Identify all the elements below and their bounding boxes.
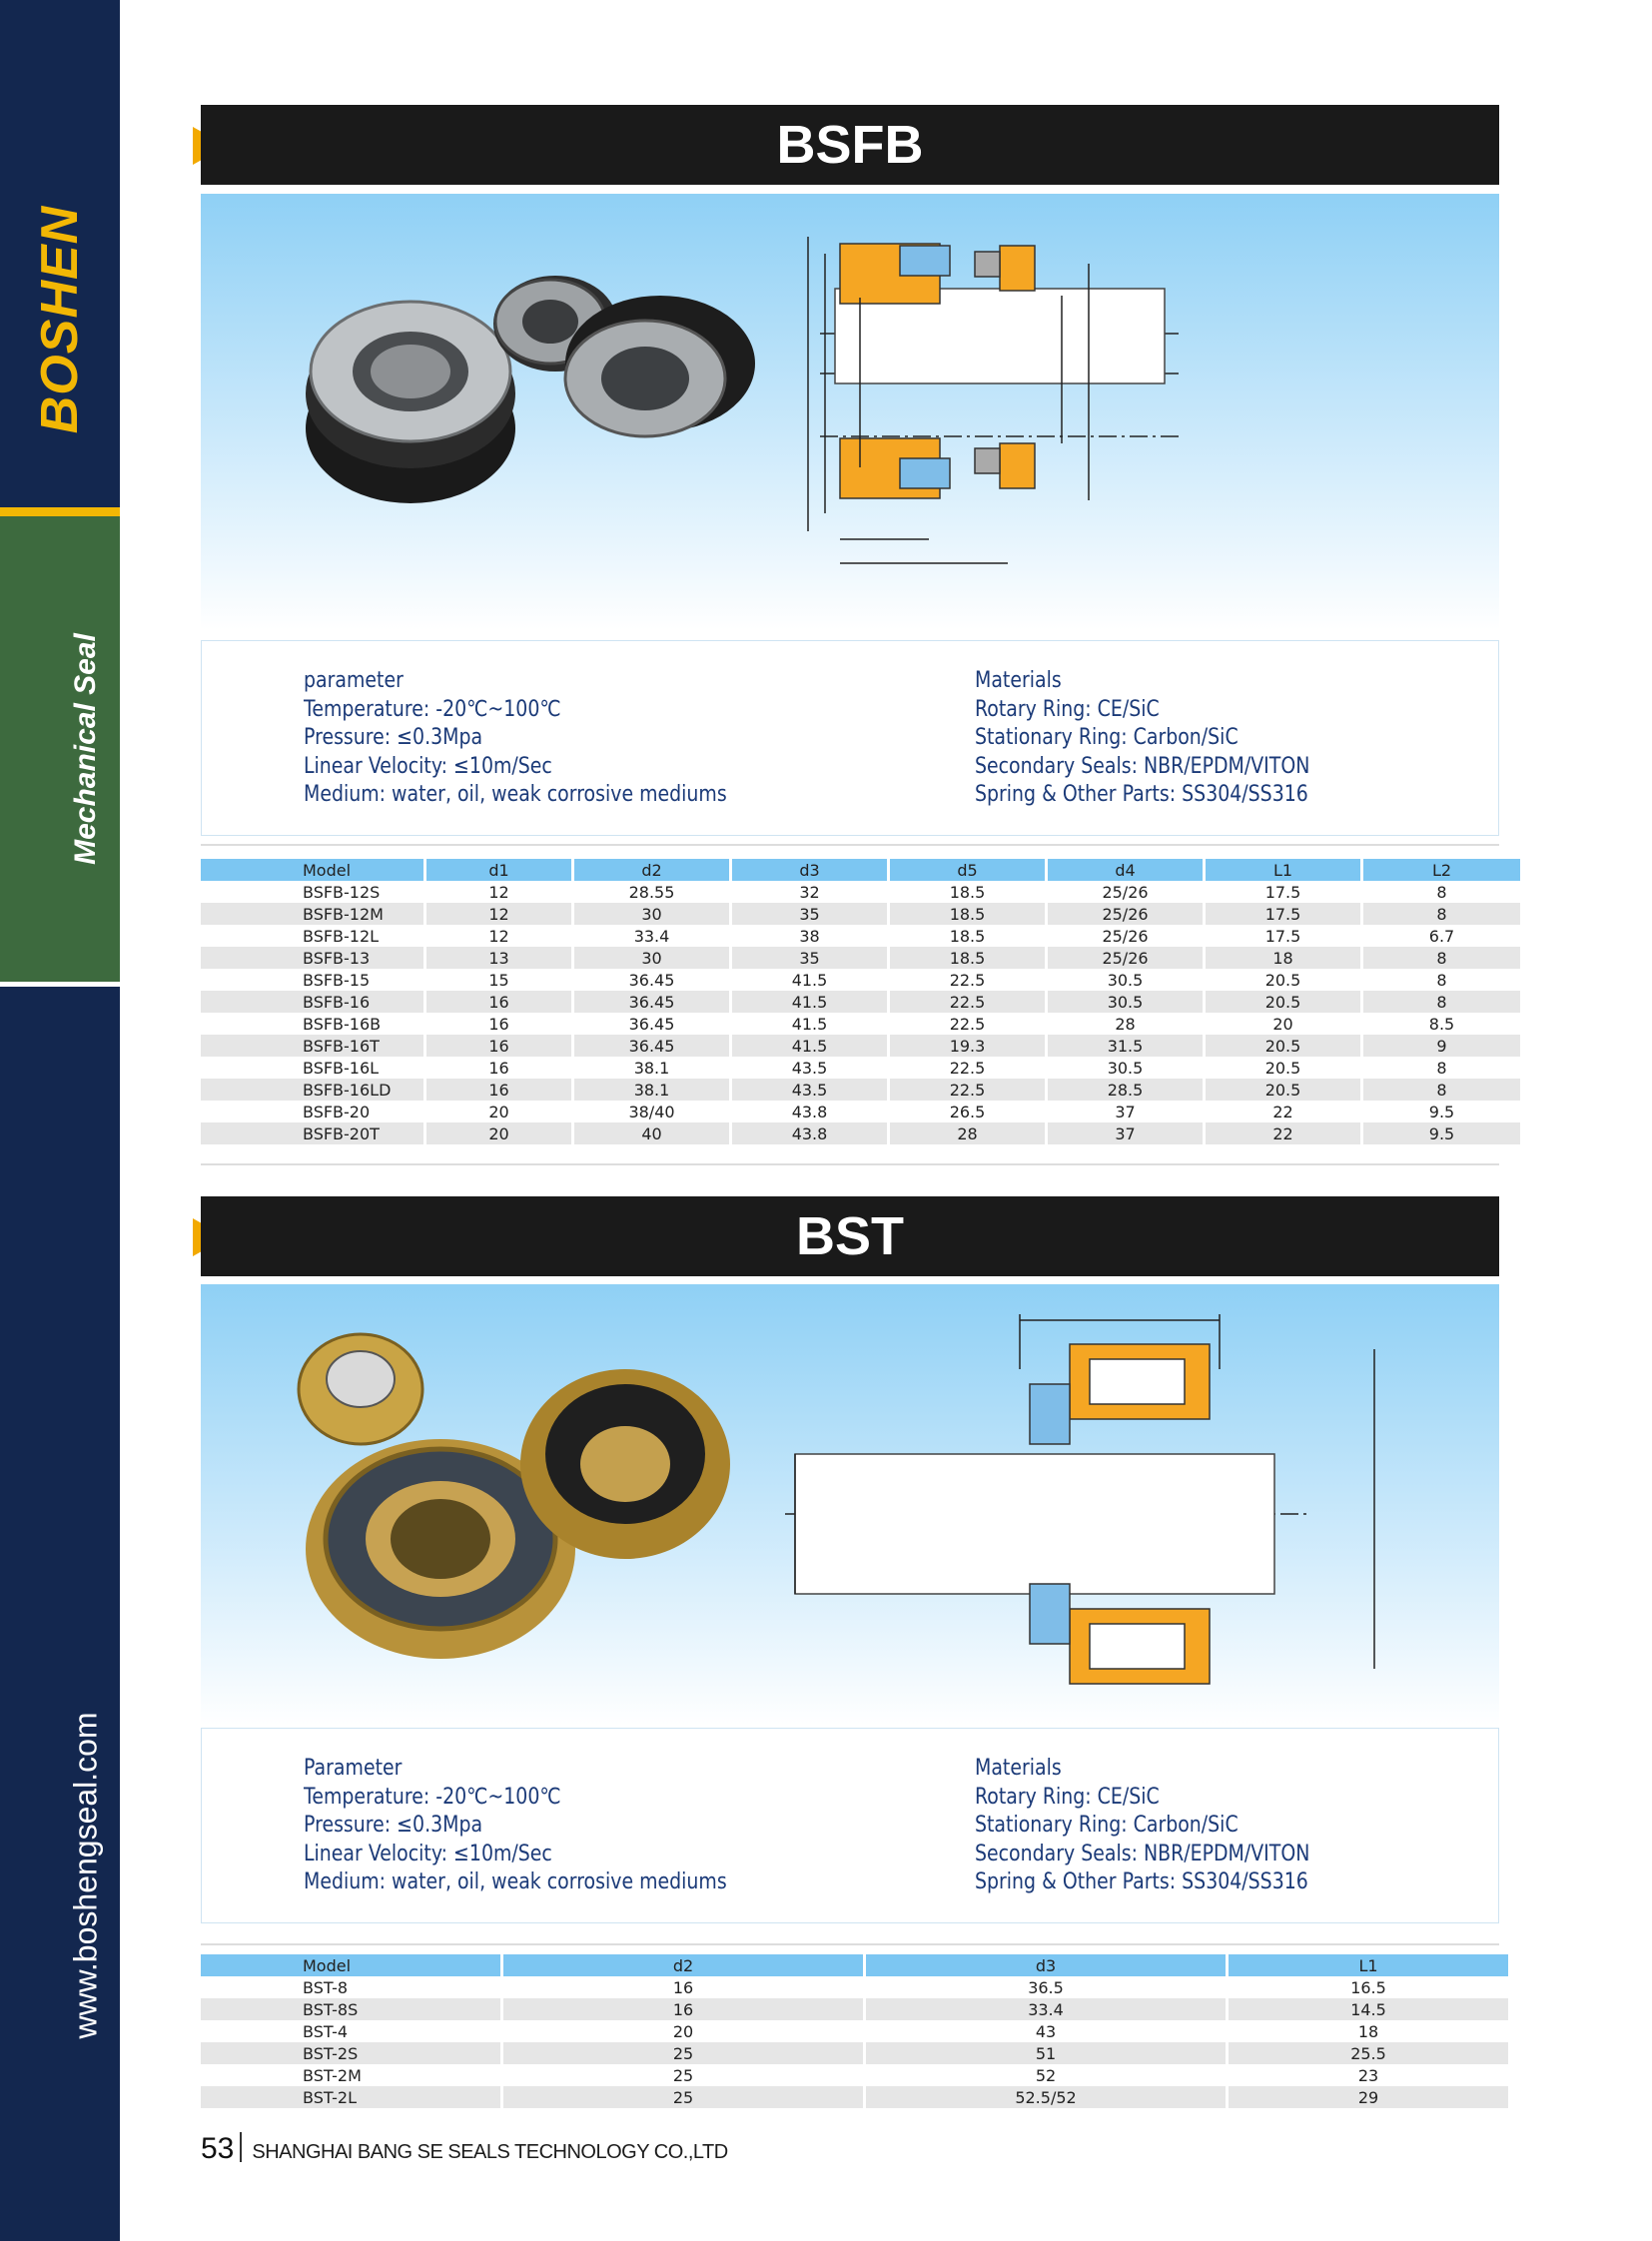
table-cell: 40 — [574, 1122, 729, 1144]
section-title: BSFB — [776, 115, 924, 175]
materials-line: Spring & Other Parts: SS304/SS316 — [975, 782, 1308, 807]
table-cell: 37 — [1115, 1102, 1136, 1121]
column-header: d4 — [1048, 859, 1203, 881]
table-cell: 18.5 — [949, 926, 986, 946]
table-cell: 25 — [672, 2065, 694, 2085]
table-cell: 22.5 — [890, 1079, 1045, 1101]
table-cell: BSFB-13 — [201, 947, 423, 969]
table-cell: 25.5 — [1229, 2042, 1508, 2064]
bsfb-illustration — [201, 194, 1499, 630]
table-cell: 8 — [1363, 991, 1520, 1013]
table-row — [201, 1122, 1520, 1144]
table-cell: 20.5 — [1264, 1058, 1301, 1078]
table-cell: 18.5 — [890, 947, 1045, 969]
section-header-bst — [201, 1196, 1499, 1276]
table-cell: 8 — [1436, 970, 1447, 990]
column-header: d5 — [890, 859, 1045, 881]
table-cell: 33.4 — [633, 926, 670, 946]
table-cell: BSFB-12S — [303, 882, 381, 902]
table-row — [201, 1057, 1520, 1079]
seal-photo-icon — [306, 276, 755, 503]
table-cell: BST-2S — [201, 2042, 500, 2064]
column-header: d1 — [426, 859, 571, 881]
table-cell: 25/26 — [1102, 882, 1149, 902]
materials-line: Spring & Other Parts: SS304/SS316 — [975, 1869, 1308, 1894]
table-cell: 38 — [799, 926, 820, 946]
materials-line: Materials — [975, 1756, 1062, 1781]
table-cell: BSFB-16T — [201, 1035, 423, 1057]
materials-line: Stationary Ring: Carbon/SiC — [975, 725, 1239, 750]
table-cell: 37 — [1048, 1122, 1203, 1144]
table-cell: 22 — [1272, 1102, 1293, 1121]
table-cell: 16 — [503, 1998, 863, 2020]
column-header: Model — [201, 859, 423, 881]
brand-logo: BOSHEN — [31, 205, 89, 434]
table-cell: 22 — [1206, 1122, 1360, 1144]
table-cell: 25/26 — [1048, 947, 1203, 969]
table-cell: 28.5 — [1048, 1079, 1203, 1101]
table-cell: 18 — [1357, 2021, 1379, 2041]
table-cell: 20.5 — [1264, 970, 1301, 990]
table-cell: 8 — [1436, 1058, 1447, 1078]
table-cell: 16.5 — [1350, 1977, 1386, 1997]
table-cell: BST-2L — [201, 2086, 500, 2108]
table-cell: 41.5 — [732, 991, 887, 1013]
materials-line: Secondary Seals: NBR/EPDM/VITON — [975, 1841, 1310, 1867]
category-label: Mechanical Seal — [69, 633, 102, 865]
table-row — [201, 1013, 1520, 1035]
table-cell: 41.5 — [791, 970, 828, 990]
table-cell: 13 — [426, 947, 571, 969]
table-cell: 19.3 — [890, 1035, 1045, 1057]
table-cell: BST-8S — [201, 1998, 500, 2020]
table-cell: 33.4 — [866, 1998, 1226, 2020]
table-cell: BSFB-12M — [201, 903, 423, 925]
table-row — [201, 903, 1520, 925]
table-row — [201, 1976, 1508, 1998]
specs-panel-bst — [201, 1728, 1499, 1923]
section-title: BST — [796, 1206, 904, 1266]
table-cell: 16 — [488, 1014, 509, 1034]
table-row — [201, 991, 1520, 1013]
column-header: L1 — [1206, 859, 1360, 881]
materials-line: Rotary Ring: CE/SiC — [975, 696, 1160, 722]
table-cell: 18.5 — [949, 882, 986, 902]
table-cell: 36.45 — [628, 970, 675, 990]
table-cell: 25 — [503, 2042, 863, 2064]
divider — [201, 1943, 1499, 1945]
table-cell: BSFB-16B — [303, 1014, 382, 1034]
table-cell: 17.5 — [1206, 903, 1360, 925]
product-image-bst — [201, 1284, 1499, 1726]
table-cell: 20 — [488, 1102, 509, 1121]
column-header: d3 — [732, 859, 887, 881]
column-header: Model — [201, 1954, 500, 1976]
table-cell: 20 — [426, 1122, 571, 1144]
parameter-line: parameter — [304, 668, 404, 693]
table-cell: 20.5 — [1206, 1079, 1360, 1101]
table-cell: 17.5 — [1264, 882, 1301, 902]
table-cell: 20 — [1272, 1014, 1293, 1034]
table-cell: 29 — [1229, 2086, 1508, 2108]
table-row — [201, 881, 1520, 903]
table-cell: 12 — [488, 882, 509, 902]
table-cell: 30.5 — [1107, 1058, 1144, 1078]
table-cell: 9 — [1363, 1035, 1520, 1057]
bst-cross-section-drawing — [785, 1314, 1374, 1684]
table-cell: 16 — [426, 1079, 571, 1101]
table-cell: 22.5 — [890, 991, 1045, 1013]
parameter-line: Linear Velocity: ≤10m/Sec — [304, 753, 552, 779]
table-cell: 8 — [1363, 1079, 1520, 1101]
table-cell: 38/40 — [628, 1102, 675, 1121]
table-cell: 25 — [503, 2086, 863, 2108]
table-cell: 16 — [426, 991, 571, 1013]
table-cell: 31.5 — [1048, 1035, 1203, 1057]
table-cell: 12 — [426, 903, 571, 925]
table-row — [201, 947, 1520, 969]
parameter-line: Medium: water, oil, weak corrosive mediums — [304, 1869, 727, 1894]
spec-table-bst — [198, 1954, 1511, 2108]
table-cell: 23 — [1357, 2065, 1379, 2085]
company-name: SHANGHAI BANG SE SEALS TECHNOLOGY CO.,LTD — [252, 2141, 728, 2163]
table-cell: 52.5/52 — [866, 2086, 1226, 2108]
table-cell: 38.1 — [633, 1058, 670, 1078]
table-cell: 43.8 — [732, 1122, 887, 1144]
table-row — [201, 1079, 1520, 1101]
table-cell: 28 — [890, 1122, 1045, 1144]
table-cell: 8 — [1363, 903, 1520, 925]
table-cell: 18 — [1206, 947, 1360, 969]
page-number: 53 — [201, 2132, 235, 2165]
table-cell: 6.7 — [1428, 926, 1455, 946]
parameter-line: Medium: water, oil, weak corrosive mediums — [304, 782, 727, 807]
table-cell: 35 — [732, 947, 887, 969]
parameter-list — [304, 1755, 727, 1897]
table-row — [201, 1998, 1508, 2020]
materials-line: Rotary Ring: CE/SiC — [975, 1784, 1160, 1810]
table-cell: 43.5 — [732, 1079, 887, 1101]
table-cell: 35 — [732, 903, 887, 925]
footer — [201, 2132, 728, 2166]
table-cell: 20.5 — [1206, 1035, 1360, 1057]
table-cell: 38.1 — [574, 1079, 729, 1101]
table-cell: 30 — [574, 947, 729, 969]
table-cell: BSFB-16L — [303, 1058, 380, 1078]
table-cell: BSFB-16LD — [201, 1079, 423, 1101]
divider — [201, 1163, 1499, 1165]
table-cell: 22.5 — [949, 970, 986, 990]
column-header: L2 — [1363, 859, 1520, 881]
table-cell: 16 — [672, 1977, 694, 1997]
table-cell: 52 — [1035, 2065, 1057, 2085]
materials-list — [975, 667, 1309, 810]
table-row — [201, 969, 1520, 991]
table-cell: 8.5 — [1428, 1014, 1455, 1034]
table-cell: BSFB-16 — [201, 991, 423, 1013]
table-row — [201, 1035, 1520, 1057]
table-row — [201, 1101, 1520, 1122]
column-header: d2 — [503, 1954, 863, 1976]
sidebar-white-divider — [0, 982, 120, 987]
divider — [201, 844, 1499, 846]
table-cell: 32 — [799, 882, 820, 902]
table-cell: 9.5 — [1363, 1122, 1520, 1144]
table-cell: 15 — [488, 970, 509, 990]
table-cell: BST-2M — [303, 2065, 362, 2085]
bsfb-cross-section-drawing — [808, 237, 1180, 563]
table-cell: 25/26 — [1102, 926, 1149, 946]
parameter-list — [304, 667, 727, 810]
table-cell: 26.5 — [949, 1102, 986, 1121]
table-cell: 22.5 — [949, 1014, 986, 1034]
table-cell: 43.5 — [791, 1058, 828, 1078]
table-cell: BSFB-15 — [303, 970, 371, 990]
table-cell: 30 — [574, 903, 729, 925]
table-cell: 36.45 — [574, 991, 729, 1013]
table-cell: 16 — [488, 1058, 509, 1078]
specs-panel-bsfb — [201, 640, 1499, 836]
table-cell: 36.45 — [628, 1014, 675, 1034]
section-header-bsfb — [201, 105, 1499, 185]
parameter-line: Temperature: -20℃~100℃ — [304, 696, 561, 722]
table-cell: 30.5 — [1048, 991, 1203, 1013]
bst-illustration — [201, 1284, 1499, 1726]
table-cell: BSFB-20T — [201, 1122, 423, 1144]
website-link[interactable]: www.boshengseal.com — [67, 1712, 104, 2039]
table-cell: 51 — [866, 2042, 1226, 2064]
table-cell: 8 — [1363, 947, 1520, 969]
table-cell: 20.5 — [1206, 991, 1360, 1013]
table-cell: 16 — [426, 1035, 571, 1057]
materials-line: Secondary Seals: NBR/EPDM/VITON — [975, 753, 1310, 779]
table-cell: 28.55 — [628, 882, 675, 902]
materials-line: Materials — [975, 668, 1062, 693]
table-cell: 25/26 — [1048, 903, 1203, 925]
table-cell: 30.5 — [1107, 970, 1144, 990]
sidebar-gold-divider — [0, 507, 120, 516]
table-cell: 43 — [1035, 2021, 1057, 2041]
table-cell: 36.5 — [1028, 1977, 1064, 1997]
parameter-line: Pressure: ≤0.3Mpa — [304, 1813, 483, 1838]
materials-list — [975, 1755, 1309, 1897]
product-image-bsfb — [201, 194, 1499, 630]
table-cell: 20 — [672, 2021, 694, 2041]
table-cell: BST-4 — [303, 2021, 349, 2041]
spec-table-bsfb — [198, 859, 1523, 1144]
table-row — [201, 2042, 1508, 2064]
table-cell: 22.5 — [949, 1058, 986, 1078]
footer-separator — [240, 2132, 242, 2162]
table-cell: 36.45 — [574, 1035, 729, 1057]
seal-photo-icon — [299, 1334, 730, 1659]
column-header: L1 — [1229, 1954, 1508, 1976]
table-row — [201, 2086, 1508, 2108]
materials-line: Stationary Ring: Carbon/SiC — [975, 1813, 1239, 1838]
table-cell: BSFB-20 — [303, 1102, 371, 1121]
column-header: d3 — [866, 1954, 1226, 1976]
table-row — [201, 2020, 1508, 2042]
table-cell: 8 — [1436, 882, 1447, 902]
table-cell: 41.5 — [791, 1014, 828, 1034]
table-cell: 12 — [488, 926, 509, 946]
table-cell: 18.5 — [890, 903, 1045, 925]
table-cell: 28 — [1115, 1014, 1136, 1034]
table-cell: 41.5 — [732, 1035, 887, 1057]
table-cell: 14.5 — [1229, 1998, 1508, 2020]
parameter-line: Parameter — [304, 1756, 403, 1781]
parameter-line: Temperature: -20℃~100℃ — [304, 1784, 561, 1810]
table-cell: 43.8 — [791, 1102, 828, 1121]
column-header: d2 — [574, 859, 729, 881]
table-cell: BSFB-12L — [303, 926, 380, 946]
table-cell: 17.5 — [1264, 926, 1301, 946]
table-cell: 9.5 — [1428, 1102, 1455, 1121]
parameter-line: Pressure: ≤0.3Mpa — [304, 725, 483, 750]
parameter-line: Linear Velocity: ≤10m/Sec — [304, 1841, 552, 1867]
table-row — [201, 925, 1520, 947]
table-cell: BST-8 — [303, 1977, 349, 1997]
table-row — [201, 2064, 1508, 2086]
